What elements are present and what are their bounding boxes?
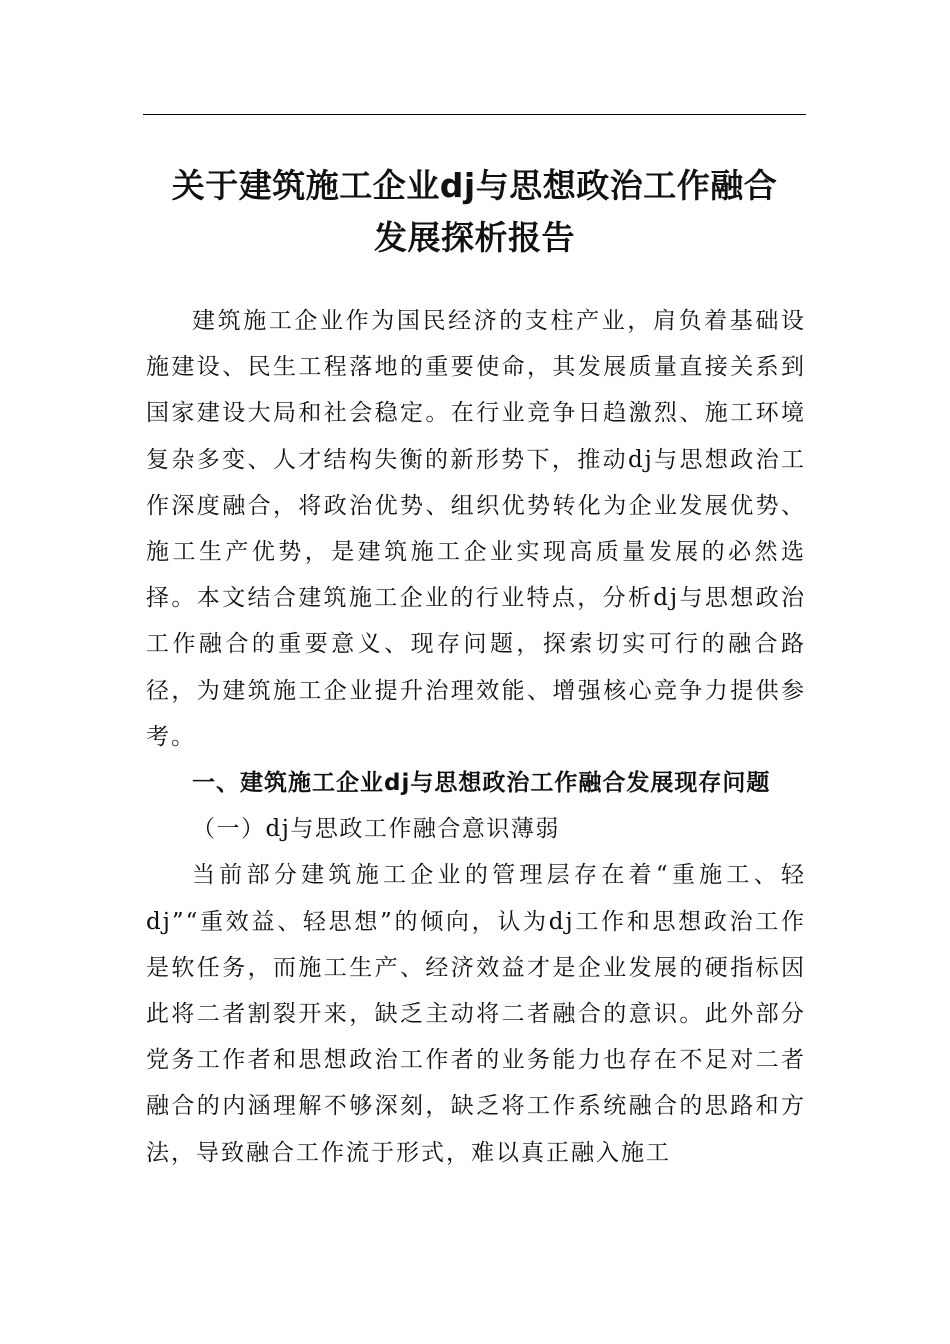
section-heading: 一、建筑施工企业dj与思想政治工作融合发展现存问题 — [192, 770, 771, 797]
document-title — [143, 160, 806, 264]
header-rule — [143, 114, 806, 115]
document-body — [146, 298, 806, 1176]
title-line-1: 关于建筑施工企业dj与思想政治工作融合 — [171, 166, 778, 205]
subsection-heading: （一）dj与思政工作融合意识薄弱 — [192, 816, 560, 843]
intro-paragraph: 建筑施工企业作为国民经济的支柱产业，肩负着基础设施建设、民生工程落地的重要使命，其发展质量直接关系到国家建设大局和社会稳定。在行业竞争日趋激烈、施工环境复杂多变、人才结构失衡的新形势下，推动dj与思想政治工作深度融合，将政治优势、组织优势转化为企业发展优势、施工生产优势，是建筑施工企业实现高质量发展的必然选择。本文结合建筑施工企业的行业特点，分析dj与思想政治工作融合的重要意义、现存问题，探索切实可行的融合路径，为建筑施工企业提升治理效能、增强核心竞争力提供参考。 — [146, 308, 806, 750]
subsection-paragraph: 当前部分建筑施工企业的管理层存在着“重施工、轻dj”“重效益、轻思想”的倾向，认为dj工作和思想政治工作是软任务，而施工生产、经济效益才是企业发展的硬指标因此将二者割裂开来，缺乏主动将二者融合的意识。此外部分党务工作者和思想政治工作者的业务能力也存在不足对二者融合的内涵理解不够深刻，缺乏将工作系统融合的思路和方法，导致融合工作流于形式，难以真正融入施工 — [146, 862, 806, 1166]
title-line-2: 发展探析报告 — [374, 218, 575, 257]
